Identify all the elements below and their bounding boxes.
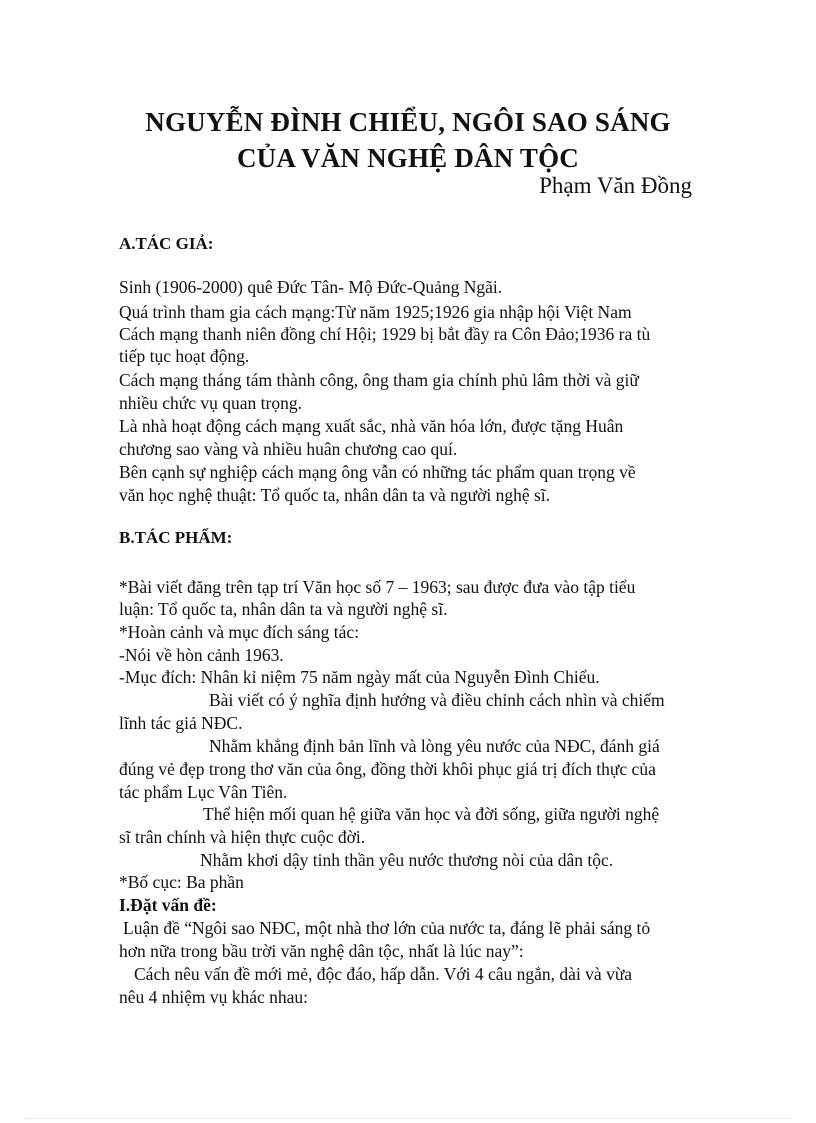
section-b-line: *Hoàn cảnh và mục đích sáng tác: xyxy=(119,622,360,642)
section-a-heading: A.TÁC GIẢ: xyxy=(119,234,214,253)
section-b-line: Cách nêu vấn đề mới mẻ, độc đáo, hấp dẫn. Với 4 câu ngắn, dài và vừa xyxy=(134,964,633,984)
section-b-line: hơn nữa trong bầu trời văn nghệ dân tộc, nhất là lúc nay”: xyxy=(119,941,524,961)
section-b-line: Nhằm khẳng định bản lĩnh và lòng yêu nước của NĐC, đánh giá xyxy=(209,736,660,756)
section-a-line: Cách mạng tháng tám thành công, ông tham gia chính phủ lâm thời và giữ xyxy=(119,370,639,390)
section-b-line: tác phẩm Lục Vân Tiên. xyxy=(119,782,288,802)
section-b-line: -Nói về hòn cảnh 1963. xyxy=(119,645,284,665)
section-a-line: Là nhà hoạt động cách mạng xuất sắc, nhà văn hóa lớn, được tặng Huân xyxy=(119,416,624,436)
section-a-line: Cách mạng thanh niên đồng chí Hội; 1929 bị bắt đầy ra Côn Đảo;1936 ra tù xyxy=(119,324,651,344)
subsection-heading: I.Đặt vấn đề: xyxy=(119,895,217,915)
section-b-line: luận: Tổ quốc ta, nhân dân ta và người nghệ sĩ. xyxy=(119,599,448,619)
section-b-line: *Bài viết đăng trên tạp trí Văn học số 7 – 1963; sau được đưa vào tập tiểu xyxy=(119,577,636,597)
section-a-line: văn học nghệ thuật: Tổ quốc ta, nhân dân ta và người nghệ sĩ. xyxy=(119,485,551,505)
section-b-line: lĩnh tác giả NĐC. xyxy=(119,713,243,733)
section-a-line: chương sao vàng và nhiều huân chương cao quí. xyxy=(119,439,458,459)
section-b-line: đúng vẻ đẹp trong thơ văn của ông, đồng thời khôi phục giá trị đích thực của xyxy=(119,759,656,779)
section-b-heading: B.TÁC PHẨM: xyxy=(119,528,233,547)
section-b-line: sĩ trân chính và hiện thực cuộc đời. xyxy=(119,827,366,847)
section-a-line: nhiều chức vụ quan trọng. xyxy=(119,393,302,413)
section-b-line: Thể hiện mối quan hệ giữa văn học và đời sống, giữa người nghệ xyxy=(203,804,660,824)
section-b-line: nêu 4 nhiệm vụ khác nhau: xyxy=(119,987,309,1007)
section-a-line: Quá trình tham gia cách mạng:Từ năm 1925;1926 gia nhập hội Việt Nam xyxy=(119,302,632,322)
section-b-line: -Mục đích: Nhân kỉ niệm 75 năm ngày mất của Nguyễn Đình Chiểu. xyxy=(119,667,600,687)
title-line-2: CỦA VĂN NGHỆ DÂN TỘC xyxy=(236,143,580,173)
section-b-line: Luận đề “Ngôi sao NĐC, một nhà thơ lớn của nước ta, đáng lẽ phải sáng tỏ xyxy=(123,918,651,938)
section-a-line: tiếp tục hoạt động. xyxy=(119,346,250,366)
title-line-1: NGUYỄN ĐÌNH CHIỂU, NGÔI SAO SÁNG xyxy=(145,107,671,137)
section-b-line: *Bố cục: Ba phần xyxy=(119,872,244,892)
section-a-line: Bên cạnh sự nghiệp cách mạng ông vẫn có những tác phẩm quan trọng về xyxy=(119,462,636,482)
author-name: Phạm Văn Đồng xyxy=(539,173,692,198)
section-b-line: Bài viết có ý nghĩa định hướng và điều chỉnh cách nhìn và chiếm xyxy=(209,690,665,710)
page-bottom-rule xyxy=(24,1118,792,1119)
section-b-line: Nhằm khơi dậy tinh thần yêu nước thương nòi của dân tộc. xyxy=(200,850,614,870)
section-a-line: Sinh (1906-2000) quê Đức Tân- Mộ Đức-Quảng Ngãi. xyxy=(119,277,503,297)
